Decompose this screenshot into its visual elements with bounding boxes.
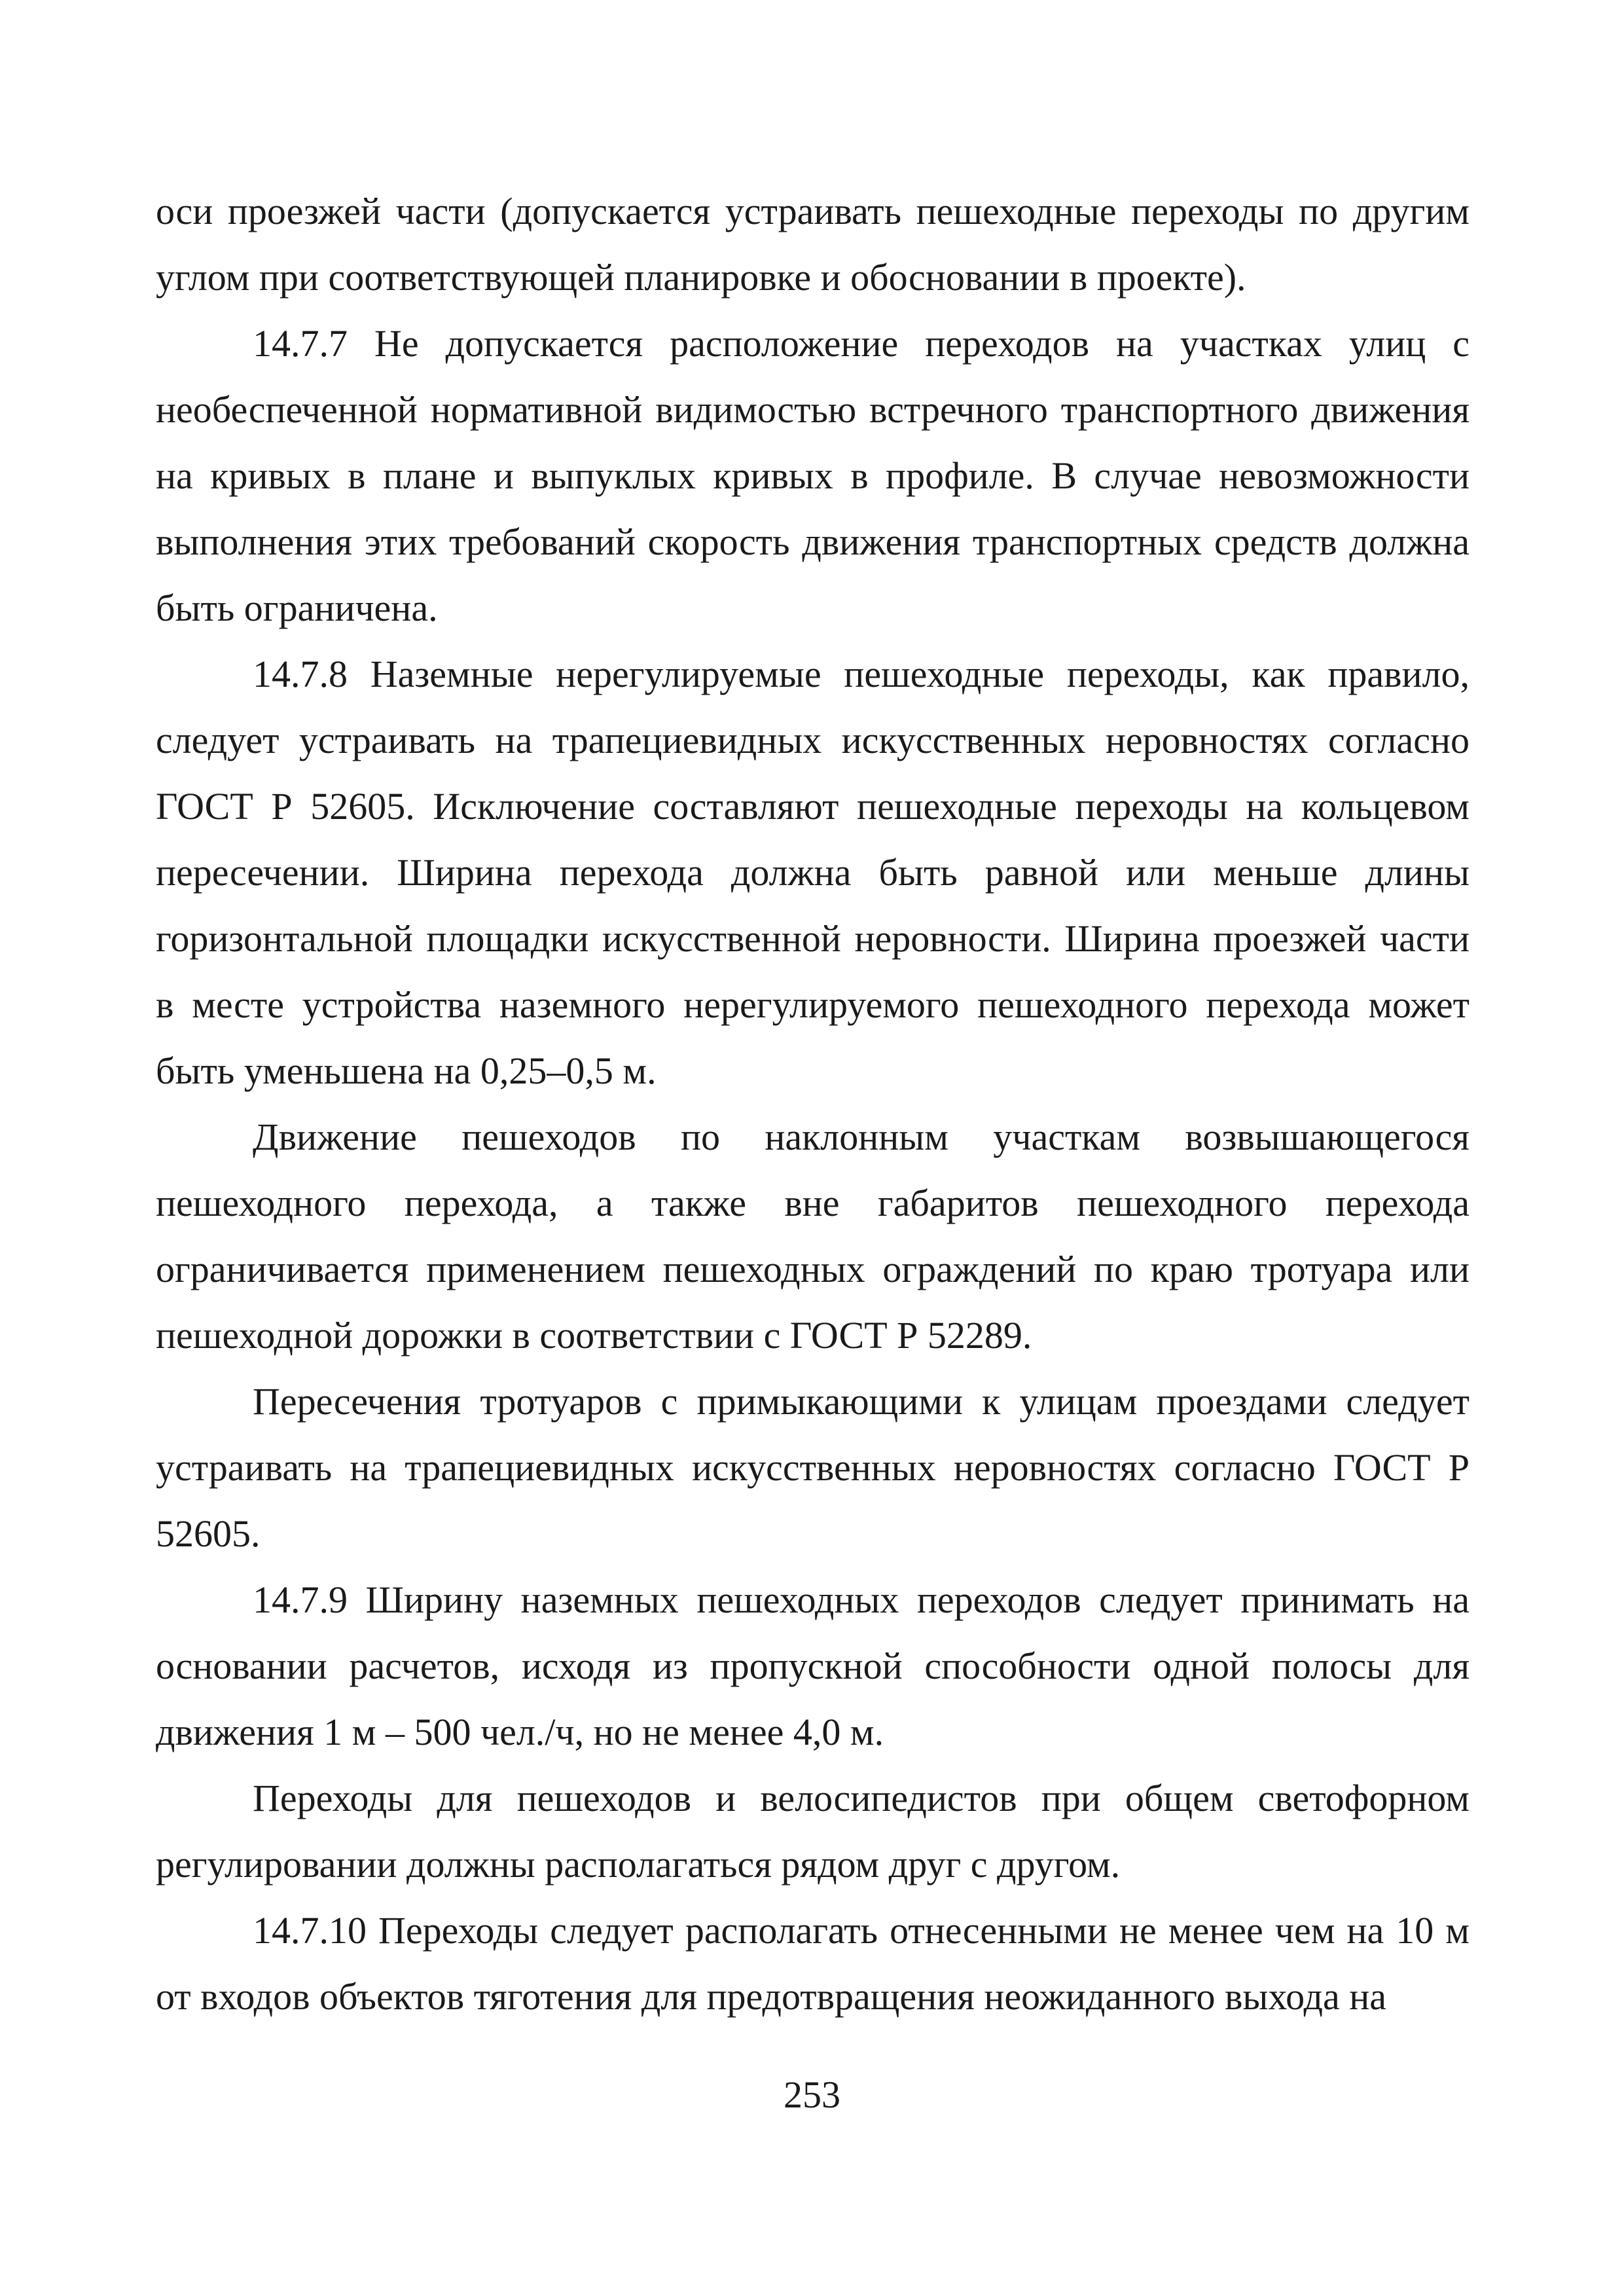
paragraph-14-7-9: 14.7.9 Ширину наземных пешеходных переходов следует принимать на основании расчетов, исходя из пропускной способности одной полосы для движения 1 м – 500 чел./ч, но не менее 4,0 м.: [156, 1578, 1470, 1753]
paragraph-pedestrian-movement: Движение пешеходов по наклонным участкам возвышающегося пешеходного перехода, а также вне габаритов пешеходного перехода ограничивается применением пешеходных ограждений по краю тротуара или пешеходной дорожки в соответствии с ГОСТ Р 52289.: [156, 1116, 1470, 1357]
page-number: 253: [784, 2073, 840, 2116]
paragraph-14-7-8: 14.7.8 Наземные нерегулируемые пешеходные переходы, как правило, следует устраивать на трапециевидных искусственных неровностях согласно ГОСТ Р 52605. Исключение составляют пешеходные переходы на кольцевом пересечении. Ширина перехода должна быть равной или меньше длины горизонтальной площадки искусственной неровности. Ширина проезжей части в месте устройства наземного нерегулируемого пешеходного перехода может быть уменьшена на 0,25–0,5 м.: [156, 653, 1470, 1092]
paragraph-cyclist-crossings: Переходы для пешеходов и велосипедистов при общем светофорном регулировании должны располагаться рядом друг с другом.: [156, 1777, 1470, 1886]
body-text: [156, 178, 1470, 2030]
paragraph-continuation: оси проезжей части (допускается устраивать пешеходные переходы по другим углом при соответствующей планировке и обосновании в проекте).: [156, 190, 1470, 299]
paragraph-14-7-10: 14.7.10 Переходы следует располагать отнесенными не менее чем на 10 м от входов объектов тяготения для предотвращения неожиданного выхода на: [156, 1909, 1470, 2018]
paragraph-sidewalk-crossings: Пересечения тротуаров с примыкающими к улицам проездами следует устраивать на трапециевидных искусственных неровностях согласно ГОСТ Р 52605.: [156, 1380, 1470, 1555]
paragraph-14-7-7: 14.7.7 Не допускается расположение переходов на участках улиц с необеспеченной нормативной видимостью встречного транспортного движения на кривых в плане и выпуклых кривых в профиле. В случае невозможности выполнения этих требований скорость движения транспортных средств должна быть ограничена.: [156, 322, 1470, 629]
